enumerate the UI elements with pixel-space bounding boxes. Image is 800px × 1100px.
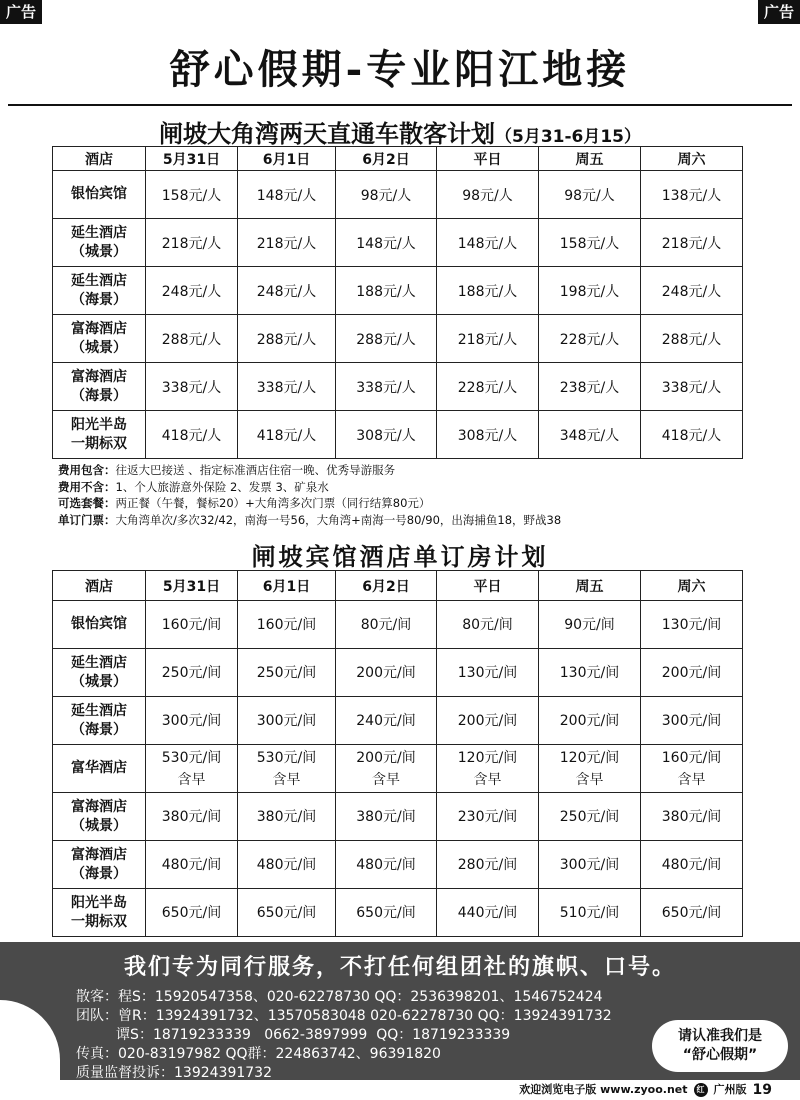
- hotel-name: 富海酒店 （城景）: [53, 793, 146, 841]
- contact-line: 质量监督投诉：13924391732: [76, 1065, 272, 1081]
- table-row: [53, 649, 743, 697]
- price-cell: 218元/人: [641, 219, 743, 267]
- contact-line: 团队：曾R：13924391732、13570583048 020-62278730 QQ：13924391732: [76, 1008, 612, 1024]
- table-row: [53, 219, 743, 267]
- price-cell: 158元/人: [539, 219, 641, 267]
- table-header-row: [53, 147, 743, 171]
- price-cell: 530元/间 含早: [146, 745, 238, 793]
- price-cell: 418元/人: [146, 411, 238, 459]
- price-cell: 338元/人: [238, 363, 336, 411]
- price-cell: 98元/人: [336, 171, 437, 219]
- col-header: 6月2日: [336, 147, 437, 171]
- price-cell: 440元/间: [437, 889, 539, 937]
- contact-lines: [76, 988, 612, 1083]
- price-cell: 380元/间: [146, 793, 238, 841]
- note-text: 大角湾单次/多次32/42，南海一号56，大角湾+南海一号80/90，出海捕鱼18，野战38: [115, 512, 562, 527]
- note-text: 往返大巴接送 、指定标准酒店住宿一晚、优秀导游服务: [115, 463, 396, 477]
- price-cell: 280元/间: [437, 841, 539, 889]
- price-cell: 250元/间: [238, 649, 336, 697]
- hotel-name: 阳光半岛 一期标双: [53, 411, 146, 459]
- table-row: [53, 841, 743, 889]
- price-cell: 418元/人: [238, 411, 336, 459]
- price-cell: 120元/间 含早: [539, 745, 641, 793]
- col-header: 6月1日: [238, 571, 336, 601]
- table-row: [53, 267, 743, 315]
- price-cell: 288元/人: [146, 315, 238, 363]
- col-header: 平日: [437, 571, 539, 601]
- note-line: [58, 462, 778, 479]
- price-cell: 80元/间: [437, 601, 539, 649]
- price-cell: 480元/间: [146, 841, 238, 889]
- price-cell: 218元/人: [238, 219, 336, 267]
- section1-heading-text: 闸坡大角湾两天直通车散客计划: [158, 120, 495, 148]
- hotel-name: 富华酒店: [53, 745, 146, 793]
- footer-welcome: 欢迎浏览电子版 www.zyoo.net: [519, 1083, 688, 1096]
- price-cell: 148元/人: [238, 171, 336, 219]
- price-cell: 200元/间: [437, 697, 539, 745]
- note-label: 单订门票：: [58, 512, 116, 527]
- hotel-name: 延生酒店 （城景）: [53, 219, 146, 267]
- price-cell: 218元/人: [437, 315, 539, 363]
- price-cell: 530元/间 含早: [238, 745, 336, 793]
- price-cell: 138元/人: [641, 171, 743, 219]
- price-cell: 288元/人: [641, 315, 743, 363]
- price-cell: 480元/间: [641, 841, 743, 889]
- service-slogan: 我们专为同行服务，不打任何组团社的旗帜、口号。: [123, 955, 676, 980]
- col-header: 平日: [437, 147, 539, 171]
- contact-line: 谭S：18719233339 0662-3897999 QQ：18719233339: [76, 1027, 511, 1043]
- col-header: 周六: [641, 147, 743, 171]
- price-cell: 80元/间: [336, 601, 437, 649]
- price-cell: 338元/人: [336, 363, 437, 411]
- tour-price-table: [52, 146, 743, 459]
- note-text: 两正餐（午餐，餐标20）+大角湾多次门票（同行结算80元）: [115, 496, 431, 510]
- price-cell: 148元/人: [336, 219, 437, 267]
- table-row: [53, 411, 743, 459]
- price-cell: 200元/间: [641, 649, 743, 697]
- price-cell: 238元/人: [539, 363, 641, 411]
- table-row: [53, 601, 743, 649]
- col-header: 酒店: [53, 571, 146, 601]
- footer-edition: 广州版: [713, 1083, 747, 1096]
- price-cell: 200元/间: [336, 649, 437, 697]
- price-cell: 218元/人: [146, 219, 238, 267]
- section1-date-range: （5月31-6月15）: [494, 127, 642, 147]
- table-row: [53, 315, 743, 363]
- title-divider: [8, 104, 792, 106]
- page-number: 19: [752, 1082, 772, 1098]
- price-cell: 510元/间: [539, 889, 641, 937]
- price-cell: 380元/间: [238, 793, 336, 841]
- room-price-table: [52, 570, 743, 937]
- hotel-name: 阳光半岛 一期标双: [53, 889, 146, 937]
- contact-line: 散客：程S：15920547358、020-62278730 QQ：2536398201、1546752424: [76, 989, 603, 1005]
- price-cell: 160元/间: [238, 601, 336, 649]
- col-header: 周五: [539, 571, 641, 601]
- note-label: 费用不含：: [58, 479, 116, 494]
- price-cell: 300元/间: [238, 697, 336, 745]
- price-cell: 198元/人: [539, 267, 641, 315]
- price-cell: 288元/人: [238, 315, 336, 363]
- brand-bubble: 请认准我们是 “舒心假期”: [652, 1020, 788, 1072]
- price-cell: 230元/间: [437, 793, 539, 841]
- note-label: 费用包含：: [58, 463, 116, 477]
- price-cell: 188元/人: [437, 267, 539, 315]
- note-line: [58, 512, 778, 529]
- price-cell: 380元/间: [336, 793, 437, 841]
- ad-label-left: 广告: [0, 0, 42, 24]
- price-cell: 248元/人: [641, 267, 743, 315]
- price-cell: 418元/人: [641, 411, 743, 459]
- price-cell: 248元/人: [238, 267, 336, 315]
- price-cell: 380元/间: [641, 793, 743, 841]
- note-text: 1、个人旅游意外保险 2、发票 3、矿泉水: [115, 479, 329, 494]
- section2-heading: 闸坡宾馆酒店单订房计划: [251, 543, 549, 571]
- table-row: [53, 171, 743, 219]
- section1-heading: [0, 114, 800, 149]
- price-cell: 480元/间: [336, 841, 437, 889]
- footer-info: [519, 1080, 772, 1100]
- price-cell: 130元/间: [641, 601, 743, 649]
- table-row: [53, 697, 743, 745]
- col-header: 周六: [641, 571, 743, 601]
- price-cell: 158元/人: [146, 171, 238, 219]
- hotel-name: 富海酒店 （城景）: [53, 315, 146, 363]
- price-cell: 650元/间: [146, 889, 238, 937]
- price-cell: 338元/人: [146, 363, 238, 411]
- table-row: [53, 745, 743, 793]
- hotel-name: 延生酒店 （海景）: [53, 697, 146, 745]
- price-cell: 90元/间: [539, 601, 641, 649]
- price-cell: 240元/间: [336, 697, 437, 745]
- price-cell: 160元/间: [146, 601, 238, 649]
- note-line: [58, 495, 778, 512]
- price-cell: 650元/间: [238, 889, 336, 937]
- table-header-row: [53, 571, 743, 601]
- price-cell: 308元/人: [437, 411, 539, 459]
- price-cell: 338元/人: [641, 363, 743, 411]
- price-cell: 300元/间: [641, 697, 743, 745]
- col-header: 5月31日: [146, 147, 238, 171]
- col-header: 6月1日: [238, 147, 336, 171]
- table-row: [53, 793, 743, 841]
- price-cell: 228元/人: [539, 315, 641, 363]
- page-title: 舒心假期-专业阳江地接: [169, 46, 631, 93]
- hotel-name: 银怡宾馆: [53, 601, 146, 649]
- price-cell: 480元/间: [238, 841, 336, 889]
- price-cell: 250元/间: [146, 649, 238, 697]
- note-label: 可选套餐：: [58, 496, 116, 510]
- hotel-name: 延生酒店 （城景）: [53, 649, 146, 697]
- table-row: [53, 889, 743, 937]
- corner-decoration: [0, 1000, 60, 1080]
- price-cell: 250元/间: [539, 793, 641, 841]
- ad-label-right: 广告: [758, 0, 800, 24]
- price-cell: 120元/间 含早: [437, 745, 539, 793]
- price-cell: 308元/人: [336, 411, 437, 459]
- col-header: 酒店: [53, 147, 146, 171]
- price-cell: 160元/间 含早: [641, 745, 743, 793]
- table-row: [53, 363, 743, 411]
- price-cell: 148元/人: [437, 219, 539, 267]
- price-cell: 130元/间: [437, 649, 539, 697]
- hotel-name: 银怡宾馆: [53, 171, 146, 219]
- note-line: [58, 479, 778, 496]
- hotel-name: 富海酒店 （海景）: [53, 363, 146, 411]
- price-cell: 228元/人: [437, 363, 539, 411]
- hotel-name: 延生酒店 （海景）: [53, 267, 146, 315]
- price-cell: 300元/间: [539, 841, 641, 889]
- price-cell: 200元/间 含早: [336, 745, 437, 793]
- contact-panel: [0, 942, 800, 1080]
- price-cell: 650元/间: [336, 889, 437, 937]
- price-cell: 200元/间: [539, 697, 641, 745]
- col-header: 6月2日: [336, 571, 437, 601]
- publisher-logo-icon: 红: [694, 1083, 708, 1097]
- col-header: 周五: [539, 147, 641, 171]
- price-cell: 348元/人: [539, 411, 641, 459]
- page-footer: [0, 1080, 800, 1100]
- price-cell: 130元/间: [539, 649, 641, 697]
- col-header: 5月31日: [146, 571, 238, 601]
- price-cell: 288元/人: [336, 315, 437, 363]
- price-cell: 248元/人: [146, 267, 238, 315]
- contact-line: 传真：020-83197982 QQ群：224863742、96391820: [76, 1046, 441, 1062]
- price-cell: 98元/人: [437, 171, 539, 219]
- fee-notes: [58, 462, 778, 528]
- price-cell: 650元/间: [641, 889, 743, 937]
- price-cell: 188元/人: [336, 267, 437, 315]
- price-cell: 98元/人: [539, 171, 641, 219]
- price-cell: 300元/间: [146, 697, 238, 745]
- hotel-name: 富海酒店 （海景）: [53, 841, 146, 889]
